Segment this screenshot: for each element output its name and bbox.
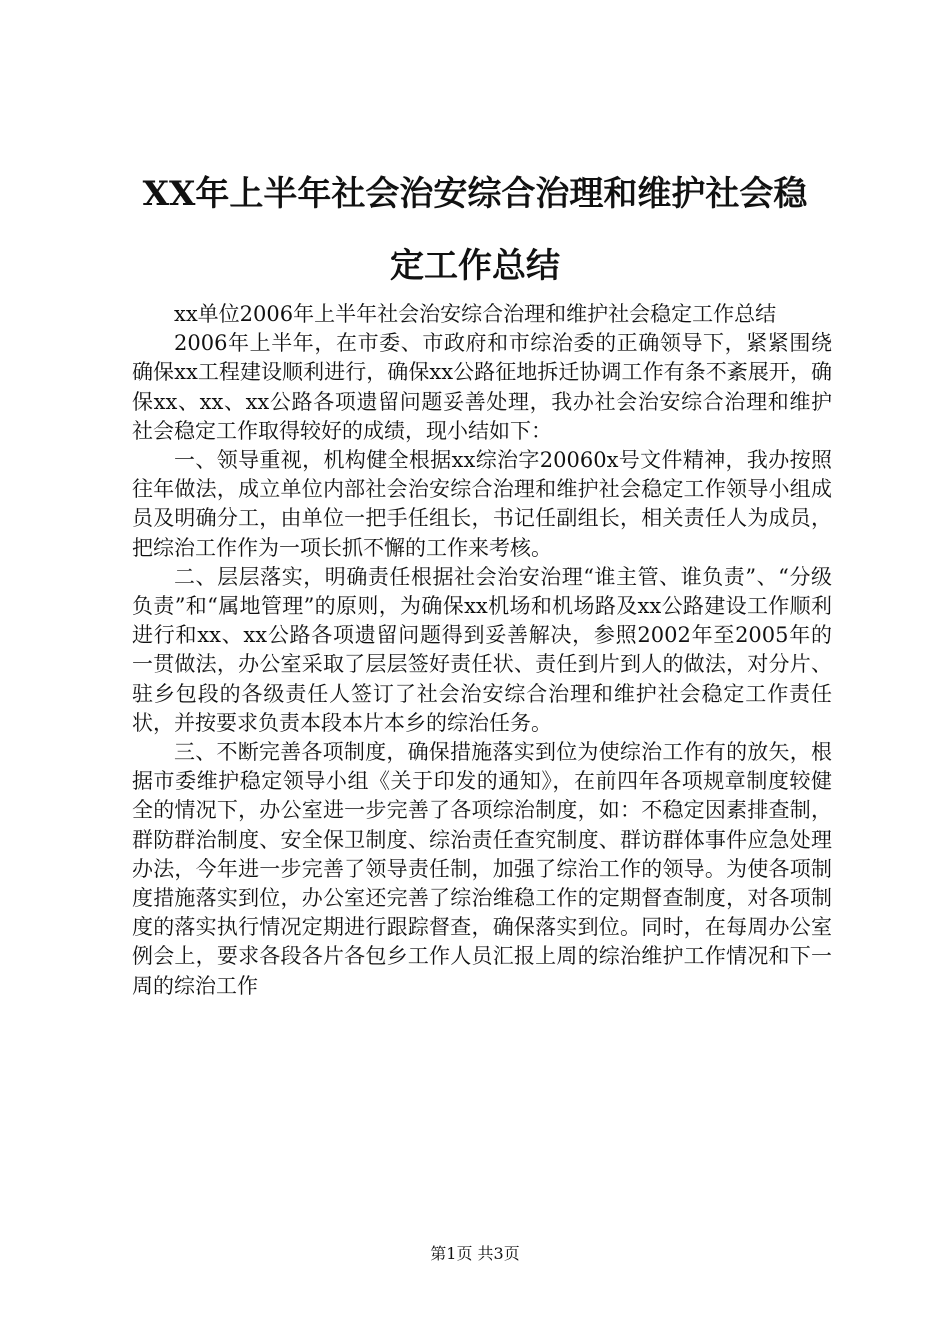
page-number-footer: 第1页 共3页 <box>430 1244 520 1263</box>
title-line-2: 定工作总结 <box>390 246 560 286</box>
paragraph-section-1: 一、领导重视，机构健全根据xx综治字20060x号文件精神，我办按照往年做法，成立单位内部社会治安综合治理和维护社会稳定工作领导小组成员及明确分工，由单位一把手任组长，书记任副组长，相关责任人为成员，把综治工作作为一项长抓不懈的工作来考核。 <box>132 448 832 560</box>
document-title <box>120 158 830 302</box>
paragraph-subtitle: xx单位2006年上半年社会治安综合治理和维护社会稳定工作总结 <box>174 302 777 326</box>
document-body <box>132 300 832 1001</box>
paragraph-section-3: 三、不断完善各项制度，确保措施落实到位为使综治工作有的放矢，根据市委维护稳定领导小组《关于印发的通知》，在前四年各项规章制度较健全的情况下，办公室进一步完善了各项综治制度，如：不稳定因素排查制，群防群治制度、安全保卫制度、综治责任查究制度、群访群体事件应急处理办法，今年进一步完善了领导责任制，加强了综治工作的领导。为使各项制度措施落实到位，办公室还完善了综治维稳工作的定期督查制度，对各项制度的落实执行情况定期进行跟踪督查，确保落实到位。同时，在每周办公室例会上，要求各段各片各包乡工作人员汇报上周的综治维护工作情况和下一周的综治工作 <box>132 740 832 998</box>
paragraph-intro: 2006年上半年，在市委、市政府和市综治委的正确领导下，紧紧围绕确保xx工程建设顺利进行，确保xx公路征地拆迁协调工作有条不紊展开，确保xx、xx、xx公路各项遗留问题妥善处理，我办社会治安综合治理和维护社会稳定工作取得较好的成绩，现小结如下： <box>132 331 832 443</box>
paragraph-section-2: 二、层层落实，明确责任根据社会治安治理“谁主管、谁负责”、“分级负责”和“属地管理”的原则，为确保xx机场和机场路及xx公路建设工作顺利进行和xx、xx公路各项遗留问题得到妥善解决，参照2002年至2005年的一贯做法，办公室采取了层层签好责任状、责任到片到人的做法，对分片、驻乡包段的各级责任人签订了社会治安综合治理和维护社会稳定工作责任状，并按要求负责本段本片本乡的综治任务。 <box>132 564 832 735</box>
title-line-1: XX年上半年社会治安综合治理和维护社会稳 <box>142 174 808 214</box>
